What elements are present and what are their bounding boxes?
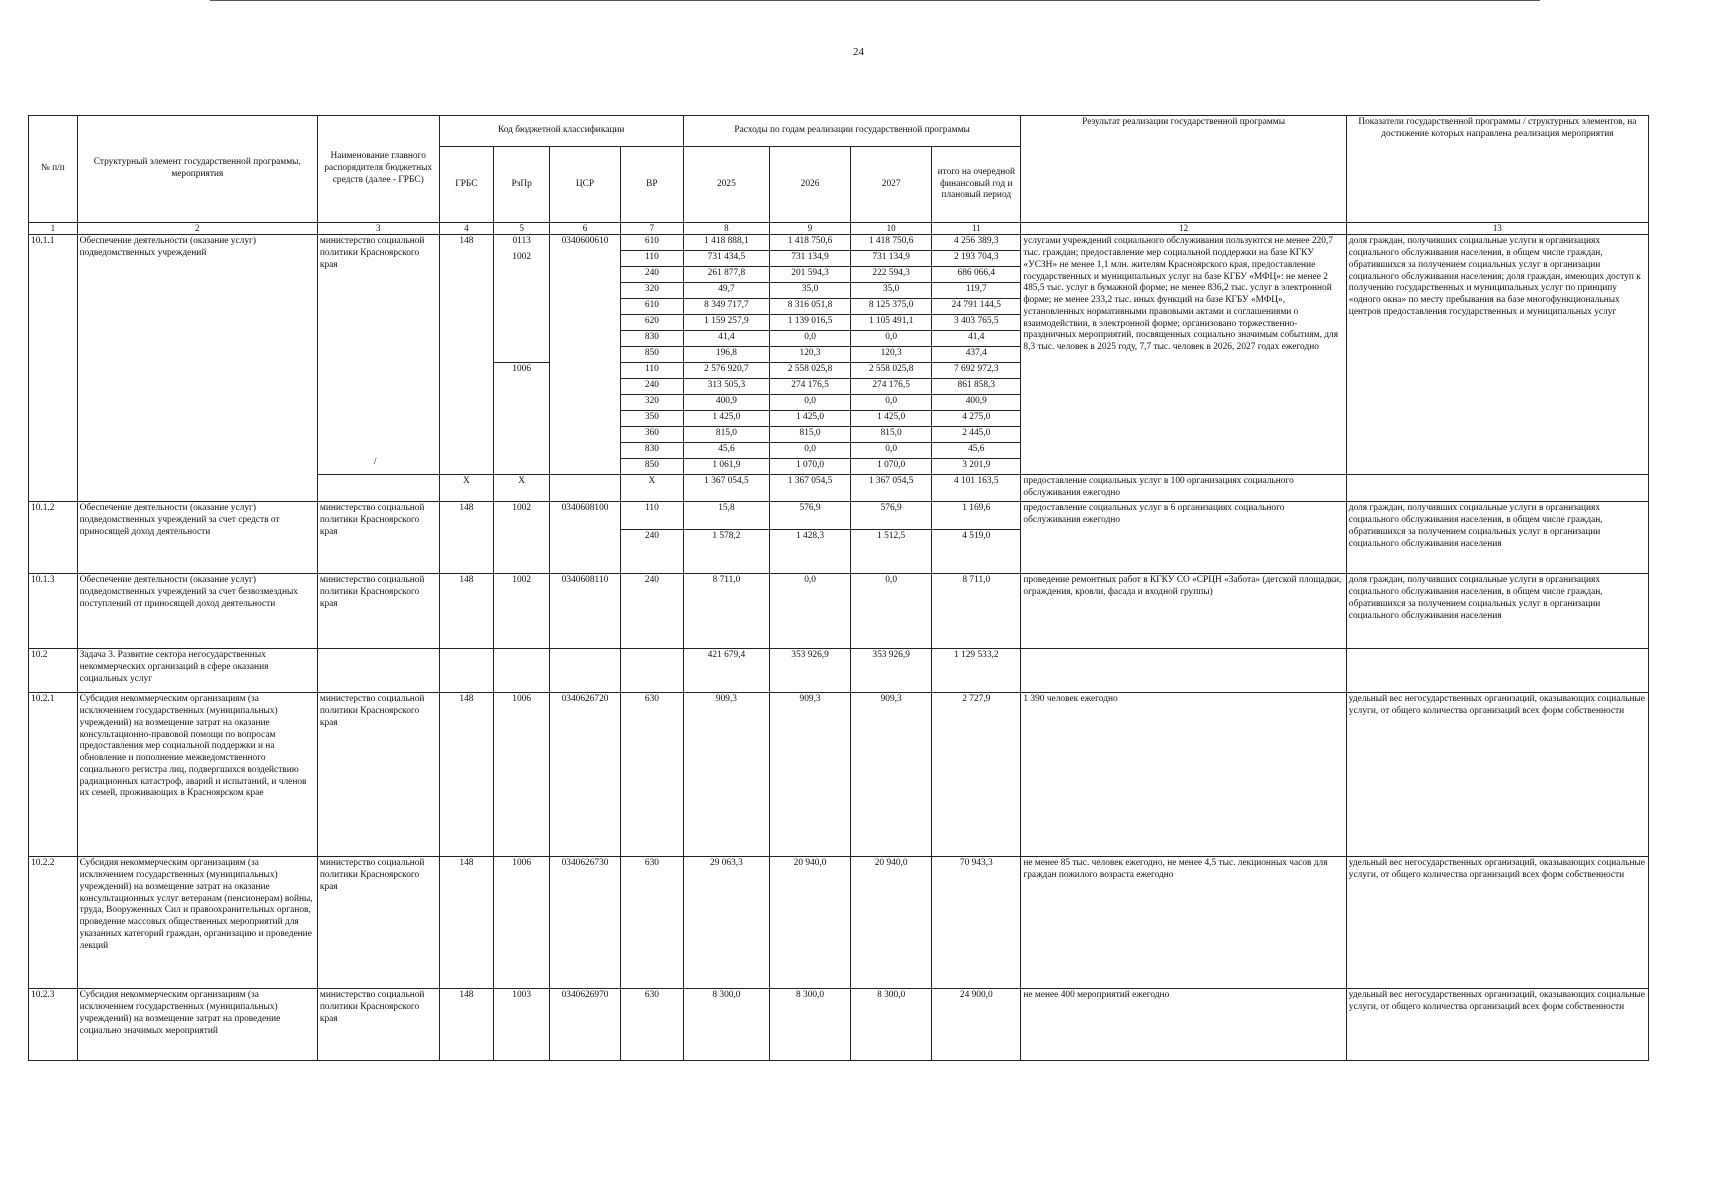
- row-grbs-code: X: [439, 475, 494, 502]
- empty-cell: [1021, 649, 1346, 693]
- header-kbk: Код бюджетной классификации: [439, 116, 683, 147]
- row-grbs: министерство социальной политики Красноярского края: [317, 693, 439, 857]
- row-2025: 196,8: [683, 347, 769, 363]
- row-2026: 815,0: [770, 427, 851, 443]
- row-element: Субсидия некоммерческим организациям (за исключением государственных (муниципальных) учреждений) на возмещение затрат на проведение социально значимых мероприятий: [77, 989, 317, 1061]
- row-2025: 1 425,0: [683, 411, 769, 427]
- header-vr: ВР: [620, 147, 683, 223]
- row-2026: 1 139 016,5: [770, 315, 851, 331]
- row-vr: 320: [620, 395, 683, 411]
- empty-cell: [1346, 649, 1648, 693]
- empty-cell: [550, 649, 621, 693]
- row-number: 10.1.2: [29, 502, 78, 574]
- row-total: 686 066,4: [932, 267, 1021, 283]
- row-2025: 313 505,3: [683, 379, 769, 395]
- row-indicator: доля граждан, получивших социальные услуги в организациях социального обслуживания населения, в общем числе граждан, обратившихся за получением социальных услуг в организации социального обслуживания населения; доля граждан, имеющих доступ к получению государственных и муниципальных услуг по принципу «одного окна» по месту пребывания на базе многофункциональных центров предоставления государственных и муниципальных услуг: [1346, 235, 1648, 475]
- row-indicator: доля граждан, получивших социальные услуги в организациях социального обслуживания населения, в общем числе граждан, обратившихся за получением социальных услуг в организации социального обслуживания населения: [1346, 574, 1648, 649]
- row-number: 10.2.3: [29, 989, 78, 1061]
- header-year-2026: 2026: [770, 147, 851, 223]
- row-total: 41,4: [932, 331, 1021, 347]
- row-csr: 0340626970: [550, 989, 621, 1061]
- row-2025: 1 418 888,1: [683, 235, 769, 251]
- row-2026: 274 176,5: [770, 379, 851, 395]
- row-2026: 0,0: [770, 443, 851, 459]
- empty-cell: [439, 649, 494, 693]
- row-csr: 0340626720: [550, 693, 621, 857]
- row-2027: 1 070,0: [851, 459, 932, 475]
- row-2025: 29 063,3: [683, 857, 769, 989]
- budget-table: [28, 115, 1649, 1061]
- row-csr: 0340600610: [550, 235, 621, 475]
- row-element: Обеспечение деятельности (оказание услуг) подведомственных учреждений за счет средств от приносящей доход деятельности: [77, 502, 317, 574]
- row-2026: 1 425,0: [770, 411, 851, 427]
- empty-cell: [317, 475, 439, 502]
- row-rzpr: 1006: [494, 693, 550, 857]
- row-2027: 0,0: [851, 395, 932, 411]
- row-rzpr: 1006: [494, 857, 550, 989]
- row-2025: 815,0: [683, 427, 769, 443]
- row-2025: 261 877,8: [683, 267, 769, 283]
- row-number: 10.1.3: [29, 574, 78, 649]
- row-2027: 909,3: [851, 693, 932, 857]
- row-rzpr: 1003: [494, 989, 550, 1061]
- row-result: не менее 400 мероприятий ежегодно: [1021, 989, 1346, 1061]
- empty-cell: [1346, 475, 1648, 502]
- row-number: 10.2.2: [29, 857, 78, 989]
- row-2026: 0,0: [770, 574, 851, 649]
- row-total: 400,9: [932, 395, 1021, 411]
- empty-cell: [620, 649, 683, 693]
- row-2025: 49,7: [683, 283, 769, 299]
- table-row: [29, 574, 1649, 649]
- row-element: Субсидия некоммерческим организациям (за исключением государственных (муниципальных) учреждений) на возмещение затрат на оказание консультационно-правовой помощи по вопросам предоставления мер социальной поддержки и на обновление и пополнение межведомственного социального регистра лиц, подвергшихся воздействию радиационных катастроф, аварий и испытаний, и членов их семей, проживающих в Красноярском крае: [77, 693, 317, 857]
- row-2026: 1 070,0: [770, 459, 851, 475]
- row-2026: 35,0: [770, 283, 851, 299]
- row-vr: 240: [620, 267, 683, 283]
- row-total: 45,6: [932, 443, 1021, 459]
- row-2026: 909,3: [770, 693, 851, 857]
- row-2025: 15,8: [683, 502, 769, 530]
- row-number: 10.1.1: [29, 235, 78, 502]
- top-rule: [210, 0, 1540, 1]
- header-element: Структурный элемент государственной программы, мероприятия: [77, 116, 317, 223]
- row-total: 1 169,6: [932, 502, 1021, 530]
- row-csr: 0340608110: [550, 574, 621, 649]
- col-num: 1: [29, 223, 78, 235]
- row-vr: 610: [620, 235, 683, 251]
- row-vr: 350: [620, 411, 683, 427]
- row-total: 8 711,0: [932, 574, 1021, 649]
- row-result: не менее 85 тыс. человек ежегодно, не менее 4,5 тыс. лекционных часов для граждан пожилого возраста ежегодно: [1021, 857, 1346, 989]
- row-2025: 45,6: [683, 443, 769, 459]
- row-2026: 353 926,9: [770, 649, 851, 693]
- col-num: 9: [770, 223, 851, 235]
- row-rzpr: X: [494, 475, 550, 502]
- row-vr: 320: [620, 283, 683, 299]
- row-vr: 620: [620, 315, 683, 331]
- row-vr: 110: [620, 502, 683, 530]
- row-2027: 2 558 025,8: [851, 363, 932, 379]
- row-grbs-cell: [317, 235, 439, 475]
- row-2027: 35,0: [851, 283, 932, 299]
- row-grbs: министерство социальной политики Красноярского края: [317, 989, 439, 1061]
- empty-cell: [550, 475, 621, 502]
- row-2026: 1 418 750,6: [770, 235, 851, 251]
- row-2025: 8 711,0: [683, 574, 769, 649]
- row-total: 4 275,0: [932, 411, 1021, 427]
- row-2025: 421 679,4: [683, 649, 769, 693]
- table-header: [29, 116, 1649, 223]
- col-num: 3: [317, 223, 439, 235]
- row-total: 7 692 972,3: [932, 363, 1021, 379]
- row-2027: 1 512,5: [851, 530, 932, 574]
- row-grbs-code: 148: [439, 502, 494, 574]
- row-vr: X: [620, 475, 683, 502]
- col-num: 2: [77, 223, 317, 235]
- row-vr: 630: [620, 857, 683, 989]
- row-2027: 1 425,0: [851, 411, 932, 427]
- row-total: 2 727,9: [932, 693, 1021, 857]
- row-total: 119,7: [932, 283, 1021, 299]
- row-result: предоставление социальных услуг в 100 организациях социального обслуживания ежегодно: [1021, 475, 1346, 502]
- col-num: 12: [1021, 223, 1346, 235]
- row-vr: 110: [620, 363, 683, 379]
- row-2026: 20 940,0: [770, 857, 851, 989]
- row-csr: 0340626730: [550, 857, 621, 989]
- row-2027: 1 418 750,6: [851, 235, 932, 251]
- row-total: 3 201,9: [932, 459, 1021, 475]
- row-2026: 731 134,9: [770, 251, 851, 267]
- row-total: 4 101 163,5: [932, 475, 1021, 502]
- row-2027: 731 134,9: [851, 251, 932, 267]
- col-num: 6: [550, 223, 621, 235]
- header-result: Результат реализации государственной программы: [1021, 116, 1346, 223]
- row-result: предоставление социальных услуг в 6 организациях социального обслуживания ежегодно: [1021, 502, 1346, 574]
- row-indicator: удельный вес негосударственных организаций, оказывающих социальные услуги, от общего количества организаций всех форм собственности: [1346, 989, 1648, 1061]
- row-total: 437,4: [932, 347, 1021, 363]
- row-vr: 850: [620, 459, 683, 475]
- row-2027: 353 926,9: [851, 649, 932, 693]
- row-number: 10.2: [29, 649, 78, 693]
- row-rzpr: 1002: [494, 502, 550, 574]
- row-rzpr: 1002: [494, 574, 550, 649]
- header-total: итого на очередной финансовый год и плановый период: [932, 147, 1021, 223]
- stray-mark: /: [373, 456, 377, 467]
- row-2027: 1 105 491,1: [851, 315, 932, 331]
- row-2025: 731 434,5: [683, 251, 769, 267]
- row-element: Обеспечение деятельности (оказание услуг) подведомственных учреждений за счет безвозмездных поступлений от приносящей доход деятельности: [77, 574, 317, 649]
- row-2025: 400,9: [683, 395, 769, 411]
- row-2026: 576,9: [770, 502, 851, 530]
- row-2026: 1 367 054,5: [770, 475, 851, 502]
- row-rzpr: 1002: [494, 251, 550, 363]
- row-element: Задача 3. Развитие сектора негосударственных некоммерческих организаций в сфере оказания социальных услуг: [77, 649, 317, 693]
- header-grbs: ГРБС: [439, 147, 494, 223]
- row-2027: 222 594,3: [851, 267, 932, 283]
- row-2026: 1 428,3: [770, 530, 851, 574]
- row-2027: 8 125 375,0: [851, 299, 932, 315]
- table-row: [29, 989, 1649, 1061]
- header-no: № п/п: [29, 116, 78, 223]
- col-num: 10: [851, 223, 932, 235]
- table-row: [29, 649, 1649, 693]
- row-vr: 830: [620, 443, 683, 459]
- row-rzpr: 0113: [494, 235, 550, 251]
- header-expenses: Расходы по годам реализации государственной программы: [683, 116, 1021, 147]
- row-grbs: министерство социальной политики Красноярского края: [317, 502, 439, 574]
- row-indicator: удельный вес негосударственных организаций, оказывающих социальные услуги, от общего количества организаций всех форм собственности: [1346, 857, 1648, 989]
- header-indicators: Показатели государственной программы / структурных элементов, на достижение которых направлена реализация мероприятия: [1346, 116, 1648, 223]
- row-2025: 41,4: [683, 331, 769, 347]
- row-vr: 240: [620, 574, 683, 649]
- row-2027: 0,0: [851, 443, 932, 459]
- row-2027: 0,0: [851, 574, 932, 649]
- row-total: 70 943,3: [932, 857, 1021, 989]
- row-2025: 8 349 717,7: [683, 299, 769, 315]
- row-2026: 8 300,0: [770, 989, 851, 1061]
- row-indicator: удельный вес негосударственных организаций, оказывающих социальные услуги, от общего количества организаций всех форм собственности: [1346, 693, 1648, 857]
- row-2026: 120,3: [770, 347, 851, 363]
- row-rzpr: 1006: [494, 363, 550, 475]
- row-total: 861 858,3: [932, 379, 1021, 395]
- row-vr: 830: [620, 331, 683, 347]
- col-num: 7: [620, 223, 683, 235]
- row-2027: 8 300,0: [851, 989, 932, 1061]
- row-indicator: доля граждан, получивших социальные услуги в организациях социального обслуживания населения, в общем числе граждан, обратившихся за получением социальных услуг в организации социального обслуживания населения: [1346, 502, 1648, 574]
- row-grbs: министерство социальной политики Красноярского края: [319, 236, 425, 270]
- row-2025: 1 061,9: [683, 459, 769, 475]
- empty-cell: [494, 649, 550, 693]
- row-total: 4 519,0: [932, 530, 1021, 574]
- col-num: 11: [932, 223, 1021, 235]
- row-2027: 274 176,5: [851, 379, 932, 395]
- row-vr: 850: [620, 347, 683, 363]
- row-vr: 240: [620, 379, 683, 395]
- row-total: 24 900,0: [932, 989, 1021, 1061]
- row-grbs-code: 148: [439, 857, 494, 989]
- row-number: 10.2.1: [29, 693, 78, 857]
- row-2026: 8 316 051,8: [770, 299, 851, 315]
- header-year-2025: 2025: [683, 147, 769, 223]
- row-result: проведение ремонтных работ в КГКУ СО «СРЦН «Забота» (детской площадки, ограждения, кровли, фасада и входной группы): [1021, 574, 1346, 649]
- row-2026: 0,0: [770, 395, 851, 411]
- row-2025: 2 576 920,7: [683, 363, 769, 379]
- row-2026: 2 558 025,8: [770, 363, 851, 379]
- header-grbs-name: Наименование главного распорядителя бюджетных средств (далее - ГРБС): [317, 116, 439, 223]
- row-2027: 815,0: [851, 427, 932, 443]
- header-csr: ЦСР: [550, 147, 621, 223]
- row-total: 2 193 704,3: [932, 251, 1021, 267]
- row-total: 24 791 144,5: [932, 299, 1021, 315]
- header-year-2027: 2027: [851, 147, 932, 223]
- row-vr: 360: [620, 427, 683, 443]
- row-2027: 120,3: [851, 347, 932, 363]
- row-2025: 8 300,0: [683, 989, 769, 1061]
- row-element: Обеспечение деятельности (оказание услуг) подведомственных учреждений: [77, 235, 317, 502]
- header-rzpr: РзПр: [494, 147, 550, 223]
- row-2027: 576,9: [851, 502, 932, 530]
- row-total: 3 403 765,5: [932, 315, 1021, 331]
- col-num: 5: [494, 223, 550, 235]
- row-2025: 1 159 257,9: [683, 315, 769, 331]
- row-2026: 201 594,3: [770, 267, 851, 283]
- row-grbs-code: 148: [439, 693, 494, 857]
- row-grbs: министерство социальной политики Красноярского края: [317, 857, 439, 989]
- row-vr: 630: [620, 989, 683, 1061]
- col-num: 4: [439, 223, 494, 235]
- row-2027: 1 367 054,5: [851, 475, 932, 502]
- empty-cell: [317, 649, 439, 693]
- row-2025: 1 578,2: [683, 530, 769, 574]
- row-vr: 630: [620, 693, 683, 857]
- budget-table-wrapper: [28, 115, 1649, 1061]
- column-numbers-row: [29, 223, 1649, 235]
- row-vr: 610: [620, 299, 683, 315]
- row-grbs-code: 148: [439, 235, 494, 475]
- table-row: [29, 502, 1649, 530]
- row-element: Субсидия некоммерческим организациям (за исключением государственных (муниципальных) учреждений) на возмещение затрат на оказание консультационных услуг ветеранам (пенсионерам) войны, труда, Вооруженных Сил и правоохранительных органов, проведение массовых общественных мероприятий для указанных категорий граждан, организацию и проведение лекций: [77, 857, 317, 989]
- row-2025: 1 367 054,5: [683, 475, 769, 502]
- table-row: [29, 235, 1649, 251]
- col-num: 13: [1346, 223, 1648, 235]
- row-grbs-code: 148: [439, 989, 494, 1061]
- row-total: 1 129 533,2: [932, 649, 1021, 693]
- row-csr: 0340608100: [550, 502, 621, 574]
- row-2025: 909,3: [683, 693, 769, 857]
- table-row: [29, 693, 1649, 857]
- page-number: 24: [853, 46, 864, 58]
- col-num: 8: [683, 223, 769, 235]
- row-vr: 110: [620, 251, 683, 267]
- row-vr: 240: [620, 530, 683, 574]
- row-2027: 0,0: [851, 331, 932, 347]
- row-result: 1 390 человек ежегодно: [1021, 693, 1346, 857]
- row-grbs: министерство социальной политики Красноярского края: [317, 574, 439, 649]
- row-2027: 20 940,0: [851, 857, 932, 989]
- row-total: 4 256 389,3: [932, 235, 1021, 251]
- row-total: 2 445,0: [932, 427, 1021, 443]
- row-grbs-code: 148: [439, 574, 494, 649]
- row-2026: 0,0: [770, 331, 851, 347]
- table-row: [29, 857, 1649, 989]
- row-result: услугами учреждений социального обслуживания пользуются не менее 220,7 тыс. граждан; предоставление мер социальной поддержки на базе КГКУ «УСЗН» не менее 1,1 млн. жителям Красноярского края, предоставление государственных и муниципальных услуг на базе КГБУ «МФЦ»: не менее 2 485,5 тыс. услуг в бумажной форме; не менее 836,2 тыс. услуг в электронной форме; не менее 233,2 тыс. иных функций на базе КГБУ «МФЦ», установленных нормативными правовыми актами и соглашениями о взаимодействии, в электронной форме; организовано торжественно-праздничных мероприятий, посвященных социально значимым событиям, для 8,3 тыс. человек в 2025 году, 7,7 тыс. человек в 2026, 2027 годах ежегодно: [1021, 235, 1346, 475]
